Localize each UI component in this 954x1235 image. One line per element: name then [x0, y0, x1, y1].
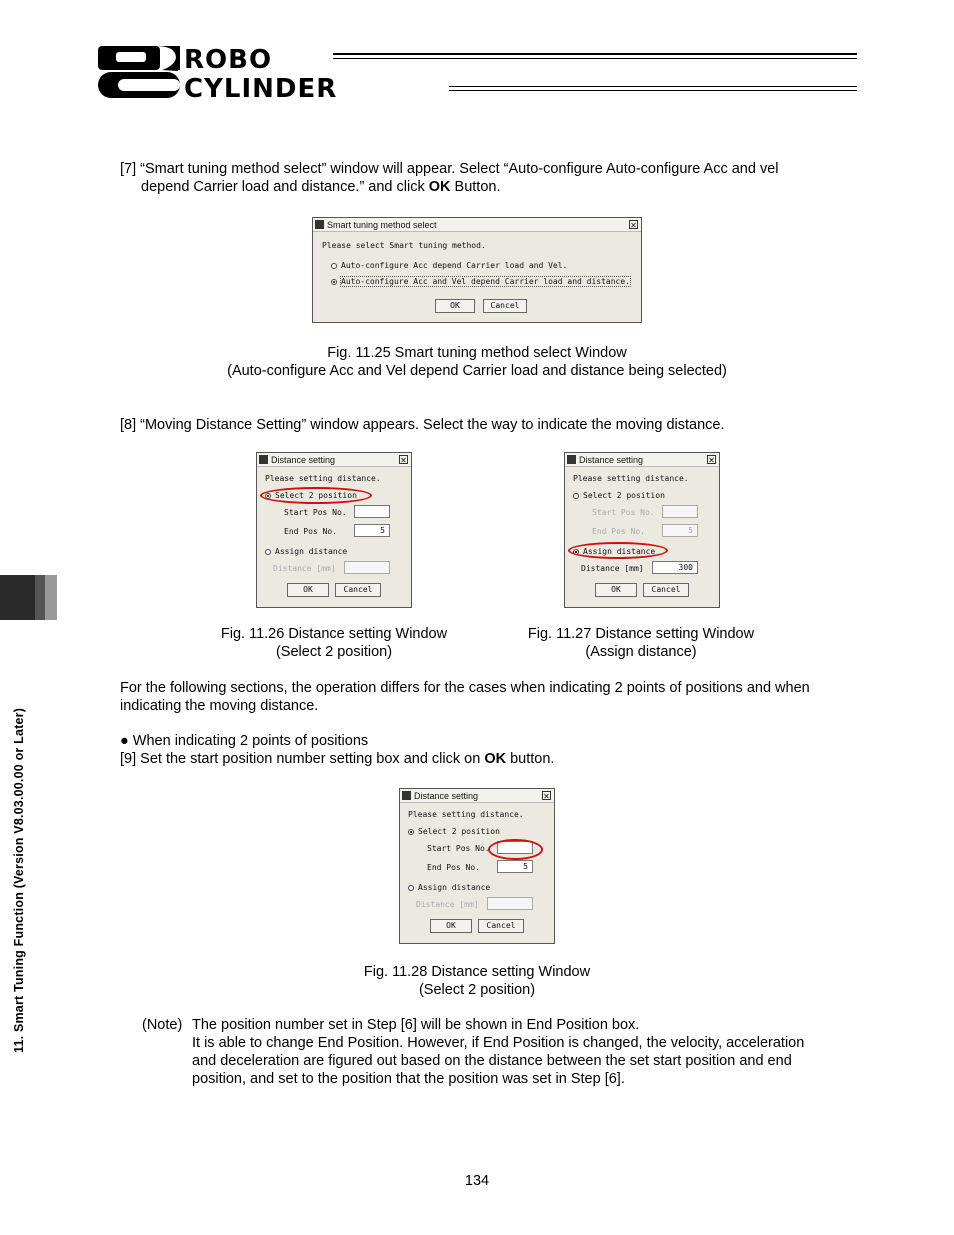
- note-label: (Note): [142, 1017, 183, 1033]
- step7-ok-bold: OK: [428, 179, 451, 195]
- dialog-prompt: Please setting distance.: [265, 474, 381, 483]
- header-rule-bottom-1: [449, 86, 857, 87]
- step9-post: button.: [506, 751, 555, 767]
- highlight-oval-select2: [260, 487, 372, 504]
- dialog-titlebar: [313, 218, 641, 232]
- chapter-tab-light: [45, 575, 57, 620]
- header-rule-top-1: [333, 53, 857, 55]
- page-number: 134: [464, 1173, 490, 1189]
- distance-dialog-assign: [564, 452, 720, 608]
- radio-assign-distance[interactable]: [408, 883, 490, 892]
- method-option-2-label: Auto-configure Acc and Vel depend Carrier load and distance.: [341, 277, 630, 286]
- note-line1: The position number set in Step [6] will be shown in End Position box.: [192, 1017, 640, 1033]
- note-line3: and deceleration are figured out based on the distance between the set start position and end: [192, 1053, 792, 1069]
- end-pos-input[interactable]: 5: [662, 524, 698, 537]
- close-icon[interactable]: ✕: [708, 456, 715, 465]
- end-pos-input[interactable]: 5: [354, 524, 390, 537]
- logo-text-robo: ROBO: [184, 45, 273, 75]
- start-pos-label: Start Pos No.: [592, 508, 655, 517]
- radio-icon[interactable]: [331, 263, 337, 269]
- assign-distance-label: Assign distance: [418, 883, 491, 892]
- dialog-titlebar: [257, 453, 411, 467]
- header-rule-top-2: [333, 58, 857, 59]
- distance-input[interactable]: 300: [652, 561, 698, 574]
- distance-label: Distance [mm]: [416, 900, 479, 909]
- radio-selected-icon[interactable]: [408, 829, 414, 835]
- logo-text-cylinder: CYLINDER: [184, 74, 338, 100]
- step8-text: [8] “Moving Distance Setting” window appears. Select the way to indicate the moving distance.: [120, 417, 725, 433]
- end-pos-label: End Pos No.: [284, 527, 337, 536]
- fig1125-caption-line2: (Auto-configure Acc and Vel depend Carrier load and distance being selected): [227, 363, 727, 379]
- dialog-title: Smart tuning method select: [327, 219, 437, 230]
- cancel-button[interactable]: Cancel: [335, 583, 381, 597]
- assign-distance-label: Assign distance: [583, 547, 656, 556]
- step7-line2: [141, 178, 500, 196]
- dialog-title: Distance setting: [579, 454, 644, 465]
- window-icon: [402, 791, 411, 800]
- radio-select-2-position[interactable]: [573, 491, 665, 500]
- chapter-tab-dark: [0, 575, 35, 620]
- end-pos-label: End Pos No.: [592, 527, 645, 536]
- fig1127-caption-line1: Fig. 11.27 Distance setting Window: [527, 626, 755, 642]
- fig1127-caption-line2: (Assign distance): [585, 644, 697, 660]
- ok-button[interactable]: OK: [287, 583, 329, 597]
- start-pos-label: Start Pos No.: [427, 844, 490, 853]
- radio-selected-icon[interactable]: [331, 279, 337, 285]
- distance-label: Distance [mm]: [273, 564, 336, 573]
- method-option-2[interactable]: [331, 277, 630, 286]
- fig1126-caption-line1: Fig. 11.26 Distance setting Window: [220, 626, 448, 642]
- cases-paragraph-line1: For the following sections, the operation differs for the cases when indicating 2 points of positions and when: [120, 680, 810, 696]
- highlight-oval-start-pos: [488, 839, 543, 860]
- close-icon[interactable]: ✕: [543, 792, 550, 801]
- close-icon[interactable]: ✕: [400, 456, 407, 465]
- select-2-position-label: Select 2 position: [418, 827, 500, 836]
- fig1128-caption-line1: Fig. 11.28 Distance setting Window: [363, 964, 591, 980]
- chapter-title-vertical: 11. Smart Tuning Function (Version V8.03.00.00 or Later): [12, 707, 26, 1053]
- distance-input[interactable]: [344, 561, 390, 574]
- window-icon: [259, 455, 268, 464]
- ok-button[interactable]: OK: [595, 583, 637, 597]
- start-pos-input[interactable]: [354, 505, 390, 518]
- note-line4: position, and set to the position that the position was set in Step [6].: [192, 1071, 625, 1087]
- radio-icon[interactable]: [265, 549, 271, 555]
- dialog-title: Distance setting: [414, 790, 479, 801]
- cancel-button[interactable]: Cancel: [643, 583, 689, 597]
- ok-button[interactable]: OK: [430, 919, 472, 933]
- fig1126-caption-line2: (Select 2 position): [275, 644, 393, 660]
- step7-line2-post: Button.: [450, 179, 501, 195]
- dialog-title: Distance setting: [271, 454, 336, 465]
- assign-distance-label: Assign distance: [275, 547, 348, 556]
- method-option-1[interactable]: [331, 261, 567, 270]
- end-pos-label: End Pos No.: [427, 863, 480, 872]
- dialog-prompt: Please setting distance.: [408, 810, 524, 819]
- distance-input[interactable]: [487, 897, 533, 910]
- dialog-titlebar: [400, 789, 554, 803]
- step7-line1: [7] “Smart tuning method select” window will appear. Select “Auto-configure Auto-configure Acc and vel: [120, 161, 779, 177]
- step9-pre: [9] Set the start position number setting box and click on: [120, 751, 485, 767]
- fig1128-caption-line2: (Select 2 position): [418, 982, 536, 998]
- bullet-two-points: ● When indicating 2 points of positions: [120, 733, 369, 749]
- header-rule-bottom-2: [449, 90, 857, 91]
- cases-paragraph-line2: indicating the moving distance.: [120, 698, 319, 714]
- distance-label: Distance [mm]: [581, 564, 644, 573]
- radio-assign-distance[interactable]: [265, 547, 347, 556]
- select-2-position-label: Select 2 position: [583, 491, 665, 500]
- highlight-oval-assign: [568, 542, 668, 559]
- step9-text: [120, 750, 554, 768]
- dialog-titlebar: [565, 453, 719, 467]
- dialog-prompt: Please select Smart tuning method.: [322, 241, 486, 250]
- radio-icon[interactable]: [408, 885, 414, 891]
- step7-line2-pre: depend Carrier load and distance.” and click: [141, 179, 429, 195]
- radio-icon[interactable]: [573, 493, 579, 499]
- cancel-button[interactable]: Cancel: [483, 299, 527, 313]
- method-option-1-label: Auto-configure Acc depend Carrier load and Vel.: [341, 261, 568, 270]
- start-pos-input[interactable]: [662, 505, 698, 518]
- close-icon[interactable]: ✕: [630, 221, 637, 230]
- select-2-position-label: Select 2 position: [275, 491, 357, 500]
- distance-dialog-select2: [256, 452, 412, 608]
- cancel-button[interactable]: Cancel: [478, 919, 524, 933]
- fig1125-caption-line1: Fig. 11.25 Smart tuning method select Window: [327, 345, 627, 361]
- smart-tuning-method-dialog: [312, 217, 642, 323]
- step9-ok-bold: OK: [484, 751, 507, 767]
- distance-dialog-start-pos: [399, 788, 555, 944]
- note-line2: It is able to change End Position. However, if End Position is changed, the velocity, acceleration: [192, 1035, 805, 1051]
- window-icon: [567, 455, 576, 464]
- radio-select-2-position[interactable]: [408, 827, 500, 836]
- start-pos-label: Start Pos No.: [284, 508, 347, 517]
- chapter-tab-mid: [35, 575, 45, 620]
- dialog-prompt: Please setting distance.: [573, 474, 689, 483]
- ok-button[interactable]: OK: [435, 299, 475, 313]
- end-pos-input[interactable]: 5: [497, 860, 533, 873]
- window-icon: [315, 220, 324, 229]
